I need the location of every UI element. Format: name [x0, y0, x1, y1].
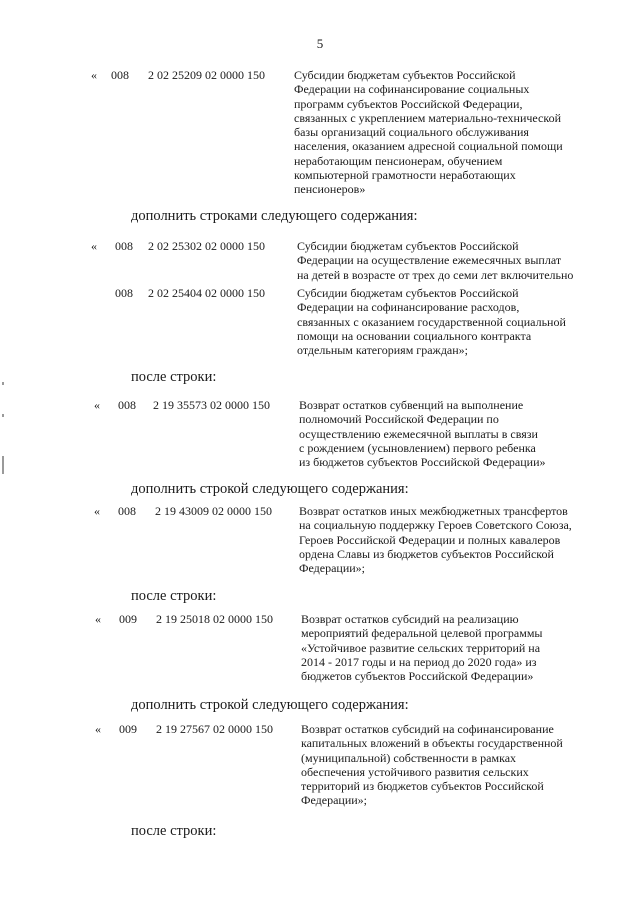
- description-line: (муниципальной) собственности в рамках: [301, 750, 517, 765]
- description-line: Федерации»;: [299, 561, 366, 576]
- description-line: Героев Российской Федерации и полных кавалеров: [299, 532, 561, 547]
- opening-quote: «: [94, 504, 100, 518]
- description-line: Возврат остатков субвенций на выполнение: [299, 398, 524, 412]
- budget-classification-code: 2 02 25404 02 0000 150: [148, 286, 265, 300]
- description-line: Федерации на софинансирование социальных: [294, 82, 530, 97]
- description-line: территорий из бюджетов субъектов Российской: [301, 779, 544, 794]
- description-line: на социальную поддержку Героев Советского Союза,: [299, 518, 572, 533]
- description-line: ордена Славы из бюджетов субъектов Российской: [299, 546, 554, 561]
- code-description: [297, 286, 566, 357]
- scan-artifact: [2, 414, 4, 417]
- description-line: с рождением (усыновлением) первого ребенка: [299, 440, 536, 455]
- description-line: 2014 - 2017 годы и на период до 2020 года» из: [301, 654, 537, 669]
- description-line: Федерации»;: [301, 793, 368, 808]
- description-line: Субсидии бюджетам субъектов Российской: [294, 68, 516, 82]
- instruction-text: дополнить строками следующего содержания:: [131, 208, 418, 224]
- budget-classification-code: 2 19 43009 02 0000 150: [155, 504, 272, 518]
- description-line: Субсидии бюджетам субъектов Российской: [297, 286, 519, 300]
- instruction-text: после строки:: [131, 588, 217, 604]
- description-line: Возврат остатков субсидий на реализацию: [301, 612, 519, 626]
- description-line: Федерации на софинансирование расходов,: [297, 300, 520, 315]
- budget-classification-code: 2 19 25018 02 0000 150: [156, 612, 273, 626]
- administrator-code: 008: [115, 286, 133, 300]
- opening-quote: «: [95, 722, 101, 736]
- description-line: отдельным категориям граждан»;: [297, 343, 469, 358]
- description-line: из бюджетов субъектов Российской Федерации»: [299, 455, 546, 470]
- page-number: 5: [316, 36, 324, 51]
- administrator-code: 008: [118, 504, 136, 518]
- scan-artifact: [2, 456, 4, 474]
- instruction-text: после строки:: [131, 369, 217, 385]
- budget-classification-code: 2 19 27567 02 0000 150: [156, 722, 273, 736]
- description-line: капитальных вложений в объекты государственной: [301, 736, 563, 751]
- code-description: [299, 398, 546, 469]
- administrator-code: 009: [119, 722, 137, 736]
- description-line: населения, оказанием адресной социальной помощи: [294, 139, 563, 154]
- code-description: [297, 239, 573, 282]
- description-line: помощи на основании социального контракта: [297, 328, 532, 343]
- code-description: [301, 612, 542, 683]
- description-line: неработающим пенсионерам, обучением: [294, 153, 503, 168]
- instruction-text: дополнить строкой следующего содержания:: [131, 481, 409, 497]
- description-line: Возврат остатков субсидий на софинансирование: [301, 722, 554, 736]
- opening-quote: «: [95, 612, 101, 626]
- description-line: бюджетов субъектов Российской Федерации»: [301, 669, 534, 684]
- description-line: Субсидии бюджетам субъектов Российской: [297, 239, 519, 253]
- description-line: «Устойчивое развитие сельских территорий на: [301, 640, 541, 655]
- scan-artifact: [2, 382, 4, 385]
- code-description: [294, 68, 563, 197]
- description-line: Федерации на осуществление ежемесячных выплат: [297, 253, 562, 268]
- administrator-code: 008: [118, 398, 136, 412]
- description-line: связанных с укреплением материально-технической: [294, 110, 562, 125]
- description-line: полномочий Российской Федерации по: [299, 412, 499, 427]
- code-description: [299, 504, 572, 575]
- administrator-code: 008: [115, 239, 133, 253]
- description-line: осуществлению ежемесячной выплаты в связи: [299, 426, 538, 441]
- budget-classification-code: 2 02 25209 02 0000 150: [148, 68, 265, 82]
- description-line: Возврат остатков иных межбюджетных трансфертов: [299, 504, 568, 518]
- budget-classification-code: 2 02 25302 02 0000 150: [148, 239, 265, 253]
- budget-classification-code: 2 19 35573 02 0000 150: [153, 398, 270, 412]
- description-line: программ субъектов Российской Федерации,: [294, 96, 523, 111]
- description-line: на детей в возрасте от трех до семи лет включительно: [297, 267, 574, 282]
- code-description: [301, 722, 563, 808]
- administrator-code: 008: [111, 68, 129, 82]
- instruction-text: после строки:: [131, 823, 217, 839]
- description-line: обеспечения устойчивого развития сельских: [301, 764, 529, 779]
- opening-quote: «: [91, 68, 97, 82]
- description-line: пенсионеров»: [294, 182, 366, 197]
- instruction-text: дополнить строкой следующего содержания:: [131, 697, 409, 713]
- opening-quote: «: [91, 239, 97, 253]
- description-line: мероприятий федеральной целевой программы: [301, 626, 543, 641]
- description-line: связанных с оказанием государственной социальной: [297, 314, 566, 329]
- administrator-code: 009: [119, 612, 137, 626]
- opening-quote: «: [94, 398, 100, 412]
- description-line: компьютерной грамотности неработающих: [294, 168, 516, 183]
- description-line: базы организаций социального обслуживания: [294, 125, 529, 140]
